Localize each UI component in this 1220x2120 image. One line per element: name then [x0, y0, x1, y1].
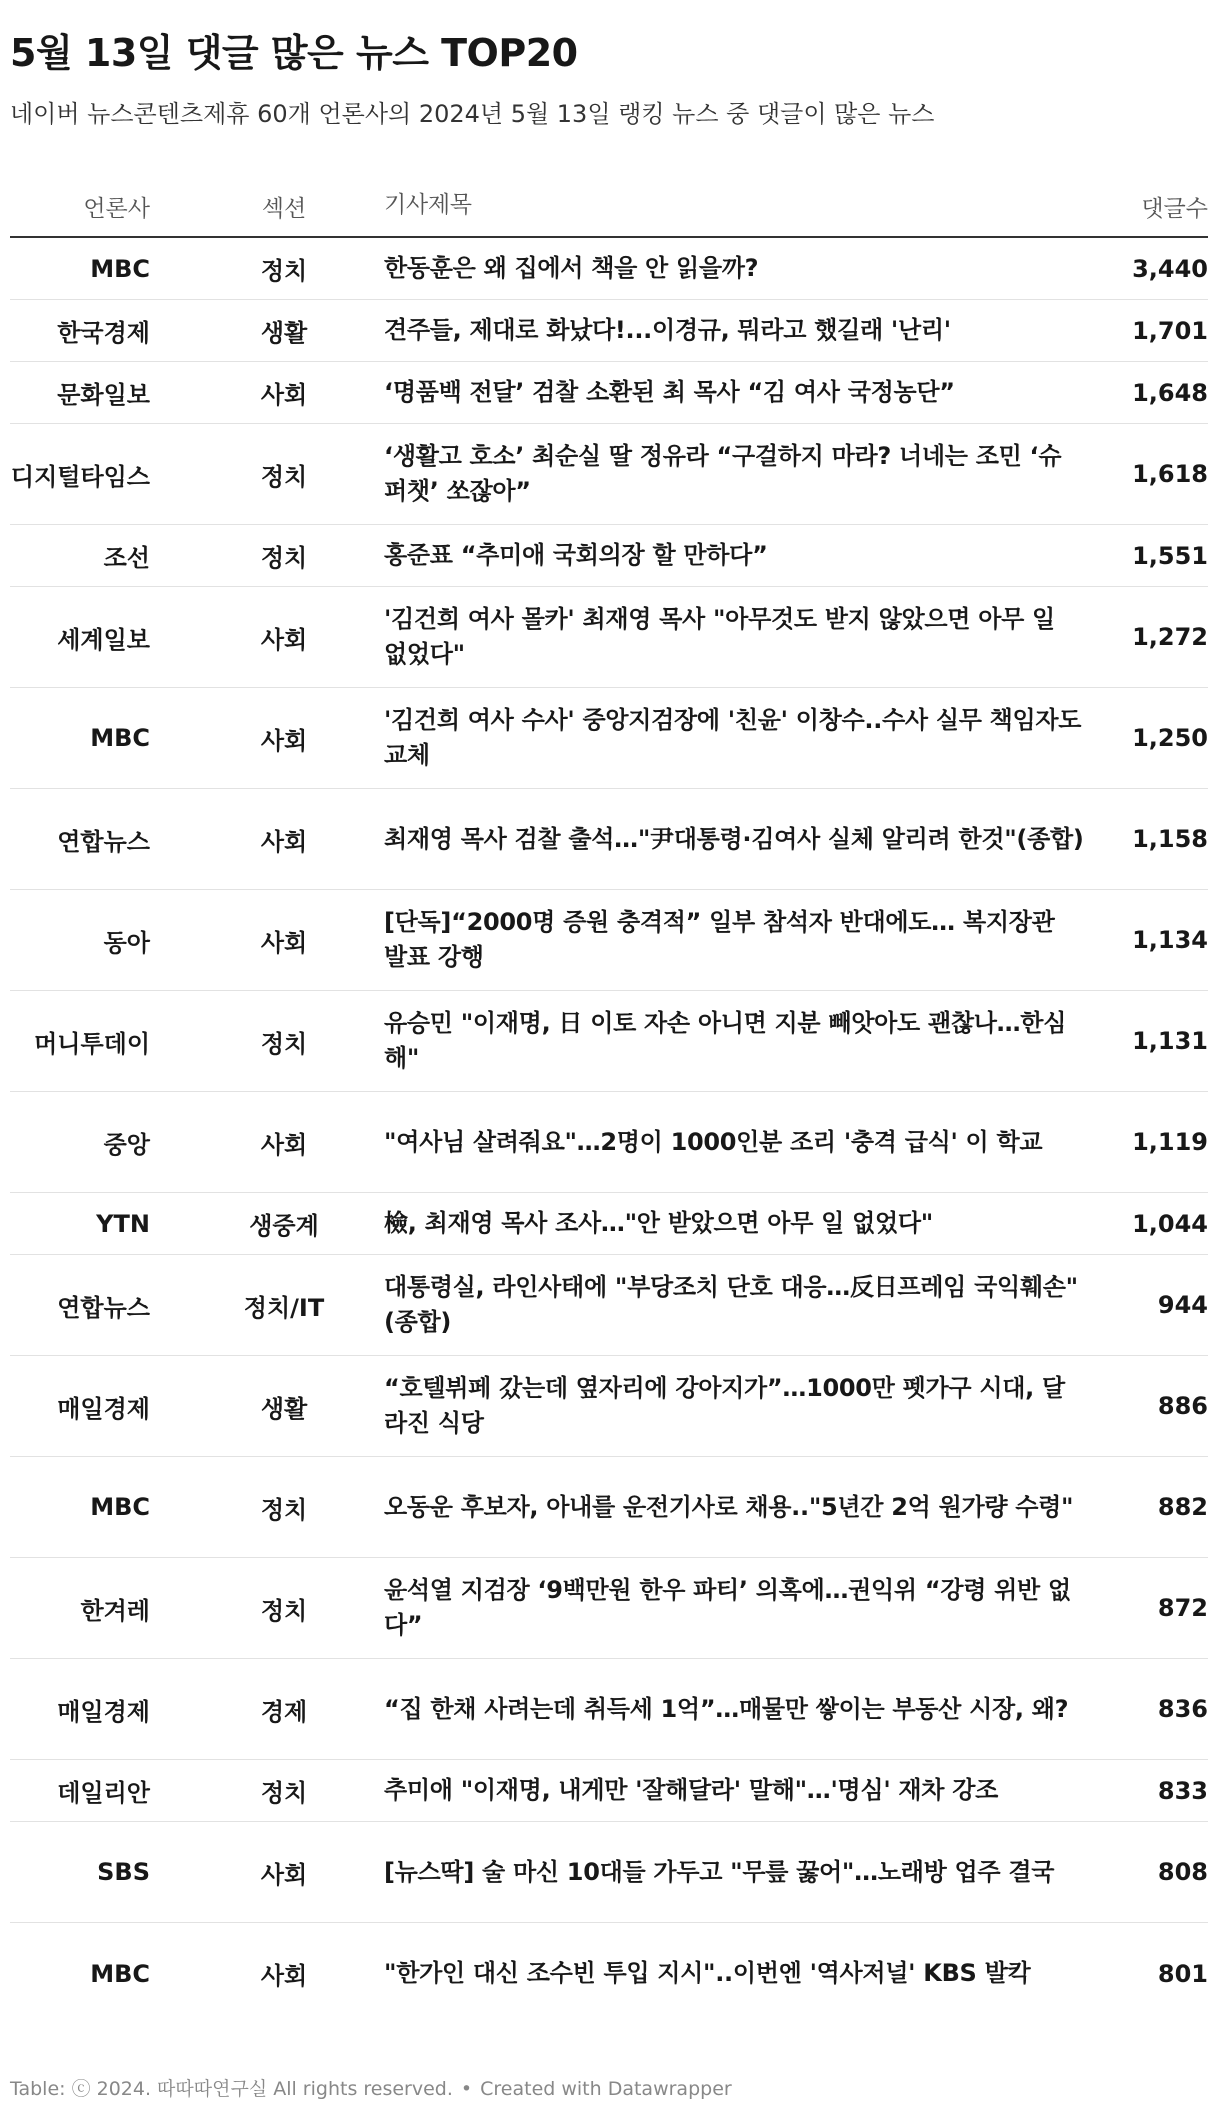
cell-section: 사회: [260, 1130, 308, 1159]
cell-section: 정치: [260, 1495, 308, 1524]
table-row: [10, 525, 1208, 587]
footer-separator: •: [460, 2078, 473, 2100]
cell-press: 머니투데이: [34, 1029, 150, 1058]
cell-section: 정치: [260, 257, 308, 285]
cell-comments: 872: [1157, 1594, 1208, 1622]
cell-press: MBC: [90, 1493, 150, 1521]
cell-press: MBC: [90, 1959, 150, 1988]
cell-headline[interactable]: 한동훈은 왜 집에서 책을 안 읽을까?: [384, 254, 759, 283]
cell-comments: 1,618: [1132, 460, 1208, 488]
news-table: [10, 176, 1208, 2024]
table-row: [10, 1092, 1208, 1193]
cell-press: YTN: [96, 1209, 150, 1238]
cell-press: 문화일보: [57, 381, 150, 409]
cell-comments: 1,648: [1132, 378, 1208, 407]
cell-section: 사회: [260, 726, 308, 755]
cell-section: 생활: [260, 1394, 308, 1423]
cell-headline[interactable]: 최재영 목사 검찰 출석…"尹대통령·김여사 실체 알리려 한것"(종합): [384, 824, 1084, 853]
page-subtitle: 네이버 뉴스콘텐츠제휴 60개 언론사의 2024년 5월 13일 랭킹 뉴스 중 댓글이 많은 뉴스: [10, 100, 935, 128]
cell-comments: 1,131: [1132, 1027, 1208, 1055]
cell-press: 데일리안: [57, 1779, 150, 1807]
page-title: 5월 13일 댓글 많은 뉴스 TOP20: [10, 31, 578, 75]
cell-comments: 808: [1157, 1858, 1208, 1886]
table-row: [10, 890, 1208, 991]
cell-comments: 1,044: [1132, 1209, 1208, 1238]
table-row: [10, 1356, 1208, 1457]
table-row: [10, 1923, 1208, 2024]
cell-comments: 1,158: [1132, 825, 1208, 853]
cell-section: 정치: [260, 462, 308, 491]
cell-headline[interactable]: 홍준표 “추미애 국회의장 할 만하다”: [384, 541, 768, 570]
header-press: 언론사: [83, 195, 150, 222]
cell-headline[interactable]: '김건희 여사 몰카' 최재영 목사 "아무것도 받지 않았으면 아무 일 없었다": [384, 605, 1055, 668]
table-row: [10, 362, 1208, 424]
cell-section: 정치: [260, 1779, 308, 1807]
table-row: [10, 587, 1208, 688]
table-row: [10, 1659, 1208, 1760]
table-row: [10, 1822, 1208, 1923]
table-row: [10, 238, 1208, 300]
cell-comments: 944: [1157, 1291, 1208, 1319]
table-row: [10, 1255, 1208, 1356]
footer-credit: Table: ⓒ 2024. 따따따연구실 All rights reserved.: [10, 2078, 453, 2100]
cell-headline[interactable]: 견주들, 제대로 화났다!...이경규, 뭐라고 했길래 '난리': [384, 316, 951, 345]
cell-press: 매일경제: [57, 1697, 150, 1726]
table-row: [10, 688, 1208, 789]
cell-headline[interactable]: “집 한채 사려는데 취득세 1억”…매물만 쌓이는 부동산 시장, 왜?: [384, 1694, 1069, 1723]
cell-section: 정치/IT: [243, 1293, 325, 1322]
table-header: [10, 176, 1208, 238]
cell-press: 디지털타임스: [10, 462, 150, 491]
cell-comments: 1,250: [1132, 724, 1208, 752]
cell-headline[interactable]: “호텔뷔페 갔는데 옆자리에 강아지가”…1000만 펫가구 시대, 달라진 식당: [384, 1374, 1065, 1437]
cell-comments: 882: [1157, 1493, 1208, 1521]
cell-headline[interactable]: 추미애 "이재명, 내게만 '잘해달라' 말해"…'명심' 재차 강조: [384, 1776, 999, 1805]
cell-comments: 886: [1157, 1392, 1208, 1420]
cell-comments: 1,134: [1132, 926, 1208, 954]
cell-press: 매일경제: [57, 1394, 150, 1423]
cell-section: 생활: [260, 319, 308, 347]
table-row: [10, 1558, 1208, 1659]
cell-press: MBC: [90, 724, 150, 752]
cell-section: 경제: [260, 1697, 308, 1726]
cell-press: 한겨레: [80, 1596, 150, 1625]
header-section: 섹션: [261, 195, 307, 222]
cell-section: 생중계: [249, 1212, 319, 1240]
header-comments: 댓글수: [1141, 195, 1208, 222]
cell-press: 중앙: [103, 1130, 150, 1159]
cell-comments: 1,551: [1132, 541, 1208, 570]
table-row: [10, 1457, 1208, 1558]
cell-comments: 1,272: [1132, 623, 1208, 651]
cell-press: MBC: [90, 254, 150, 283]
cell-comments: 1,119: [1132, 1128, 1208, 1156]
cell-headline[interactable]: 윤석열 지검장 ‘9백만원 한우 파티’ 의혹에…권익위 “강령 위반 없다”: [384, 1576, 1071, 1639]
header-headline: 기사제목: [384, 192, 472, 219]
cell-headline[interactable]: 오동운 후보자, 아내를 운전기사로 채용.."5년간 2억 원가량 수령": [384, 1492, 1074, 1521]
cell-section: 사회: [260, 827, 308, 856]
cell-section: 정치: [260, 1029, 308, 1058]
cell-headline[interactable]: '김건희 여사 수사' 중앙지검장에 '친윤' 이창수..수사 실무 책임자도 교체: [384, 706, 1082, 769]
cell-headline[interactable]: 유승민 "이재명, 日 이토 자손 아니면 지분 빼앗아도 괜찮나…한심해": [384, 1009, 1067, 1072]
cell-headline[interactable]: ‘생활고 호소’ 최순실 딸 정유라 “구걸하지 마라? 너네는 조민 ‘슈퍼챗’ 쏘잖아”: [384, 442, 1062, 505]
cell-section: 사회: [260, 928, 308, 957]
cell-press: 조선: [103, 544, 150, 572]
cell-headline[interactable]: [뉴스딱] 술 마신 10대들 가두고 "무릎 꿇어"…노래방 업주 결국: [384, 1857, 1055, 1886]
table-row: [10, 1193, 1208, 1255]
cell-comments: 3,440: [1132, 254, 1208, 283]
cell-section: 사회: [260, 381, 308, 409]
cell-headline[interactable]: ‘명품백 전달’ 검찰 소환된 최 목사 “김 여사 국정농단”: [384, 378, 955, 407]
cell-headline[interactable]: 檢, 최재영 목사 조사…"안 받았으면 아무 일 없었다": [384, 1209, 933, 1238]
cell-press: 연합뉴스: [57, 827, 150, 856]
cell-section: 정치: [260, 1596, 308, 1625]
cell-section: 사회: [260, 1962, 308, 1990]
cell-press: 세계일보: [57, 625, 150, 654]
table-row: [10, 1760, 1208, 1822]
cell-section: 정치: [260, 544, 308, 572]
footer: [10, 2074, 732, 2101]
cell-headline[interactable]: 대통령실, 라인사태에 "부당조치 단호 대응…反日프레임 국익훼손"(종합): [384, 1273, 1078, 1336]
cell-comments: 836: [1157, 1695, 1208, 1723]
cell-section: 사회: [260, 1860, 308, 1889]
cell-press: 동아: [103, 928, 150, 957]
cell-comments: 801: [1157, 1959, 1208, 1988]
table-row: [10, 991, 1208, 1092]
cell-headline[interactable]: "여사님 살려줘요"…2명이 1000인분 조리 '충격 급식' 이 학교: [384, 1127, 1043, 1156]
cell-section: 사회: [260, 625, 308, 654]
cell-press: SBS: [97, 1858, 150, 1886]
table-row: [10, 300, 1208, 362]
cell-comments: 1,701: [1132, 316, 1208, 345]
cell-comments: 833: [1157, 1776, 1208, 1805]
cell-press: 연합뉴스: [57, 1293, 150, 1322]
footer-tool-link[interactable]: Created with Datawrapper: [480, 2078, 732, 2100]
table-body: [10, 238, 1208, 2024]
table-row: [10, 789, 1208, 890]
table-row: [10, 424, 1208, 525]
cell-press: 한국경제: [57, 319, 150, 347]
cell-headline[interactable]: [단독]“2000명 증원 충격적” 일부 참석자 반대에도… 복지장관 발표 강행: [384, 908, 1055, 971]
cell-headline[interactable]: "한가인 대신 조수빈 투입 지시"..이번엔 '역사저널' KBS 발칵: [384, 1959, 1031, 1988]
